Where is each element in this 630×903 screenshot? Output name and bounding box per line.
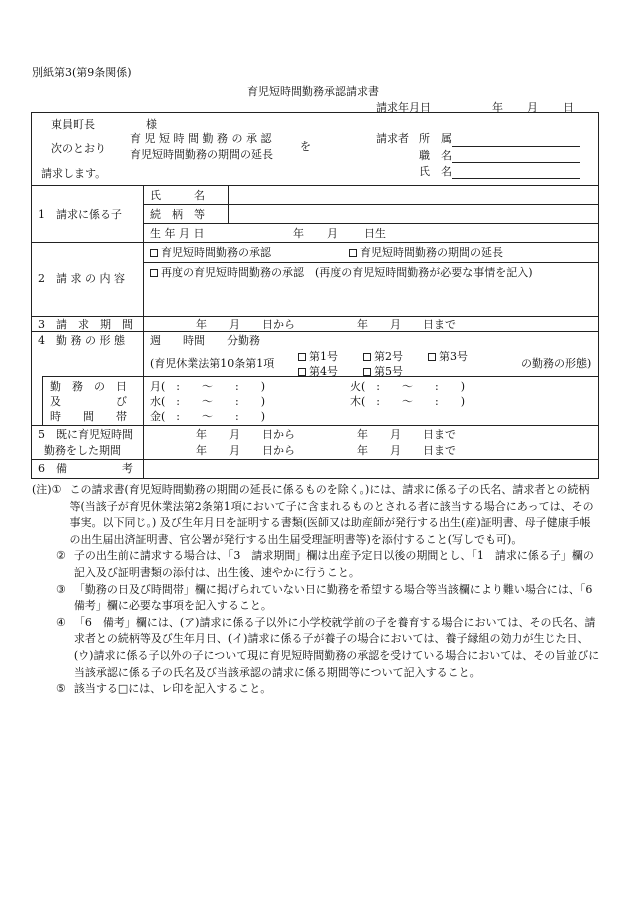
item-1-label: 第1号 (309, 350, 338, 363)
child-relation-label: 続 柄 等 (150, 208, 205, 221)
note-number: ⑤ (56, 682, 66, 696)
row-divider (31, 459, 599, 460)
section5-label-line1: 5 既に育児短時間 (38, 428, 133, 441)
as-follows-label: 次のとおり (51, 142, 106, 155)
row-divider (143, 223, 599, 224)
form-suffix: の勤務の形態) (521, 357, 592, 370)
child-name-label: 氏 名 (150, 189, 205, 202)
column-divider (143, 425, 144, 479)
request-end-label: 請求します。 (41, 167, 107, 180)
checkbox[interactable] (363, 353, 371, 361)
position-field[interactable] (452, 162, 580, 163)
note-number: ④ (56, 615, 66, 629)
thursday-hours[interactable]: 木( : ～ : ) (350, 395, 465, 408)
option-extension[interactable] (349, 246, 503, 259)
column-divider (143, 331, 144, 376)
note-item (56, 582, 602, 615)
row-divider (31, 331, 599, 332)
monday-hours[interactable]: 月( : ～ : ) (150, 380, 265, 393)
request-type-approval: 育 児 短 時 間 勤 務 の 承 認 (130, 132, 272, 145)
section6-label: 6 備 考 (38, 462, 133, 475)
checkbox[interactable] (298, 353, 306, 361)
item-5[interactable] (363, 365, 403, 378)
affiliation-label: 所 属 (419, 132, 452, 145)
note-text: 子の出生前に請求する場合は、「3 請求期間」欄は出産予定日以後の期間とし、「1 請求に係る子」欄の記入及び証明書類の添付は、出生後、速やかに行うこと。 (73, 549, 594, 579)
day-label-line2: 及 び (50, 395, 127, 408)
day-label-line3: 時 間 帯 (50, 410, 127, 423)
affiliation-field[interactable] (452, 146, 580, 147)
column-divider (143, 185, 144, 316)
day-label-line1: 勤 務 の 日 (50, 380, 127, 393)
note-number: ① (51, 483, 62, 496)
notes (32, 482, 602, 698)
note-item (56, 615, 602, 681)
option-approval[interactable] (150, 246, 271, 259)
option-reapproval[interactable] (150, 266, 533, 279)
note-item (56, 548, 602, 581)
law-reference: (育児休業法第10条第1項 (150, 357, 275, 370)
note-number: ② (56, 549, 66, 563)
checkbox[interactable] (150, 249, 158, 257)
note-item (56, 681, 602, 698)
row-divider (143, 262, 599, 263)
tuesday-hours[interactable]: 火( : ～ : ) (350, 380, 465, 393)
child-birth-label: 生 年 月 日 (150, 227, 205, 240)
column-divider (228, 185, 229, 223)
checkbox[interactable] (150, 269, 158, 277)
option-extension-label: 育児短時間勤務の期間の延長 (360, 246, 503, 259)
checkbox[interactable] (428, 353, 436, 361)
past-period-from-2[interactable]: 年 月 日から (196, 444, 295, 457)
name-field[interactable] (452, 178, 580, 179)
request-date-label: 請求年月日 (376, 101, 431, 114)
item-5-label: 第5号 (374, 365, 403, 378)
section3-label: 3 請 求 期 間 (38, 318, 133, 331)
item-1[interactable] (298, 350, 338, 363)
request-date-year[interactable]: 年 (492, 101, 503, 114)
checkbox[interactable] (363, 368, 371, 376)
note-item (32, 482, 602, 548)
page-title: 育児短時間勤務承認請求書 (247, 85, 379, 98)
item-4[interactable] (298, 365, 338, 378)
past-period-from[interactable]: 年 月 日から (196, 428, 295, 441)
item-2-label: 第2号 (374, 350, 403, 363)
section5-label-line2: 勤務をした期間 (44, 444, 121, 457)
row-divider (31, 425, 599, 426)
position-label: 職 名 (419, 149, 452, 162)
column-divider (143, 376, 144, 425)
past-period-to[interactable]: 年 月 日まで (357, 428, 456, 441)
past-period-to-2[interactable]: 年 月 日まで (357, 444, 456, 457)
note-prefix: (注) (32, 483, 52, 496)
note-text: この請求書(育児短時間勤務の期間の延長に係るものを除く。)には、請求に係る子の氏名、請求者との続柄等(当該子が育児休業法第2条第1項において子に含まれるものとされる者に該当する場合にあっては、その事実。以下同じ。) 及び生年月日を証明する書類(医師又は助産師が発行する出生(産)証明書、母子健康手帳の出生届出済証明書、官公署が発行する出生届受理証明書等)を添付すること(写しでも可)。 (69, 483, 594, 546)
weekly-hours[interactable]: 週 時間 分勤務 (150, 334, 260, 347)
note-text: 「勤務の日及び時間帯」欄に掲げられていない日に勤務を希望する場合等当該欄により難い場合には、「6 備考」欄に必要な事項を記入すること。 (73, 582, 604, 613)
column-divider (42, 376, 43, 425)
section4-label: 4 勤 務 の 形 態 (38, 334, 125, 347)
item-4-label: 第4号 (309, 365, 338, 378)
period-to[interactable]: 年 月 日まで (357, 318, 456, 331)
child-birth-year[interactable]: 年 (293, 227, 304, 240)
note-number: ③ (56, 582, 66, 596)
child-birth-day[interactable]: 日生 (364, 227, 386, 240)
option-approval-label: 育児短時間勤務の承認 (161, 246, 271, 259)
mayor-label: 東員町長 (51, 118, 95, 131)
friday-hours[interactable]: 金( : ～ : ) (150, 410, 265, 423)
section2-label: 2 請 求 の 内 容 (38, 272, 125, 285)
section1-label: 1 請求に係る子 (38, 208, 122, 221)
checkbox[interactable] (298, 368, 306, 376)
item-2[interactable] (363, 350, 403, 363)
item-3[interactable] (428, 350, 468, 363)
requester-label: 請求者 (376, 132, 409, 145)
request-date-day[interactable]: 日 (563, 101, 574, 114)
row-divider (31, 316, 599, 317)
child-birth-month[interactable]: 月 (327, 227, 338, 240)
request-type-extension: 育児短時間勤務の期間の延長 (130, 148, 273, 161)
item-3-label: 第3号 (439, 350, 468, 363)
period-from[interactable]: 年 月 日から (196, 318, 295, 331)
name-label: 氏 名 (419, 165, 452, 178)
sama-label: 様 (146, 118, 157, 131)
wednesday-hours[interactable]: 水( : ～ : ) (150, 395, 265, 408)
checkbox[interactable] (349, 249, 357, 257)
form-table (31, 112, 599, 479)
option-reapproval-label: 再度の育児短時間勤務の承認 (再度の育児短時間勤務が必要な事情を記入) (161, 266, 533, 279)
column-divider (143, 316, 144, 331)
row-divider (31, 185, 599, 186)
note-text: 該当する□には、レ印を記入すること。 (73, 682, 272, 696)
note-text: 「6 備考」欄には、(ア)請求に係る子以外に小学校就学前の子を養育する場合においては、その氏名、請求者との続柄等及び生年月日、(イ)請求に係る子が養子の場合においては、養子縁組の効力が生じた日、(ウ)請求に係る子以外の子について現に育児短時間勤務の承認を受けている場合においては、その旨並びに当該承認に係る子の氏名及び当該承認の請求に係る期間等について記入すること。 (73, 615, 600, 679)
wo-particle: を (300, 140, 311, 153)
form-id: 別紙第3(第9条関係) (32, 66, 132, 79)
row-divider (31, 242, 599, 243)
request-date-month[interactable]: 月 (527, 101, 538, 114)
row-divider (143, 204, 599, 205)
